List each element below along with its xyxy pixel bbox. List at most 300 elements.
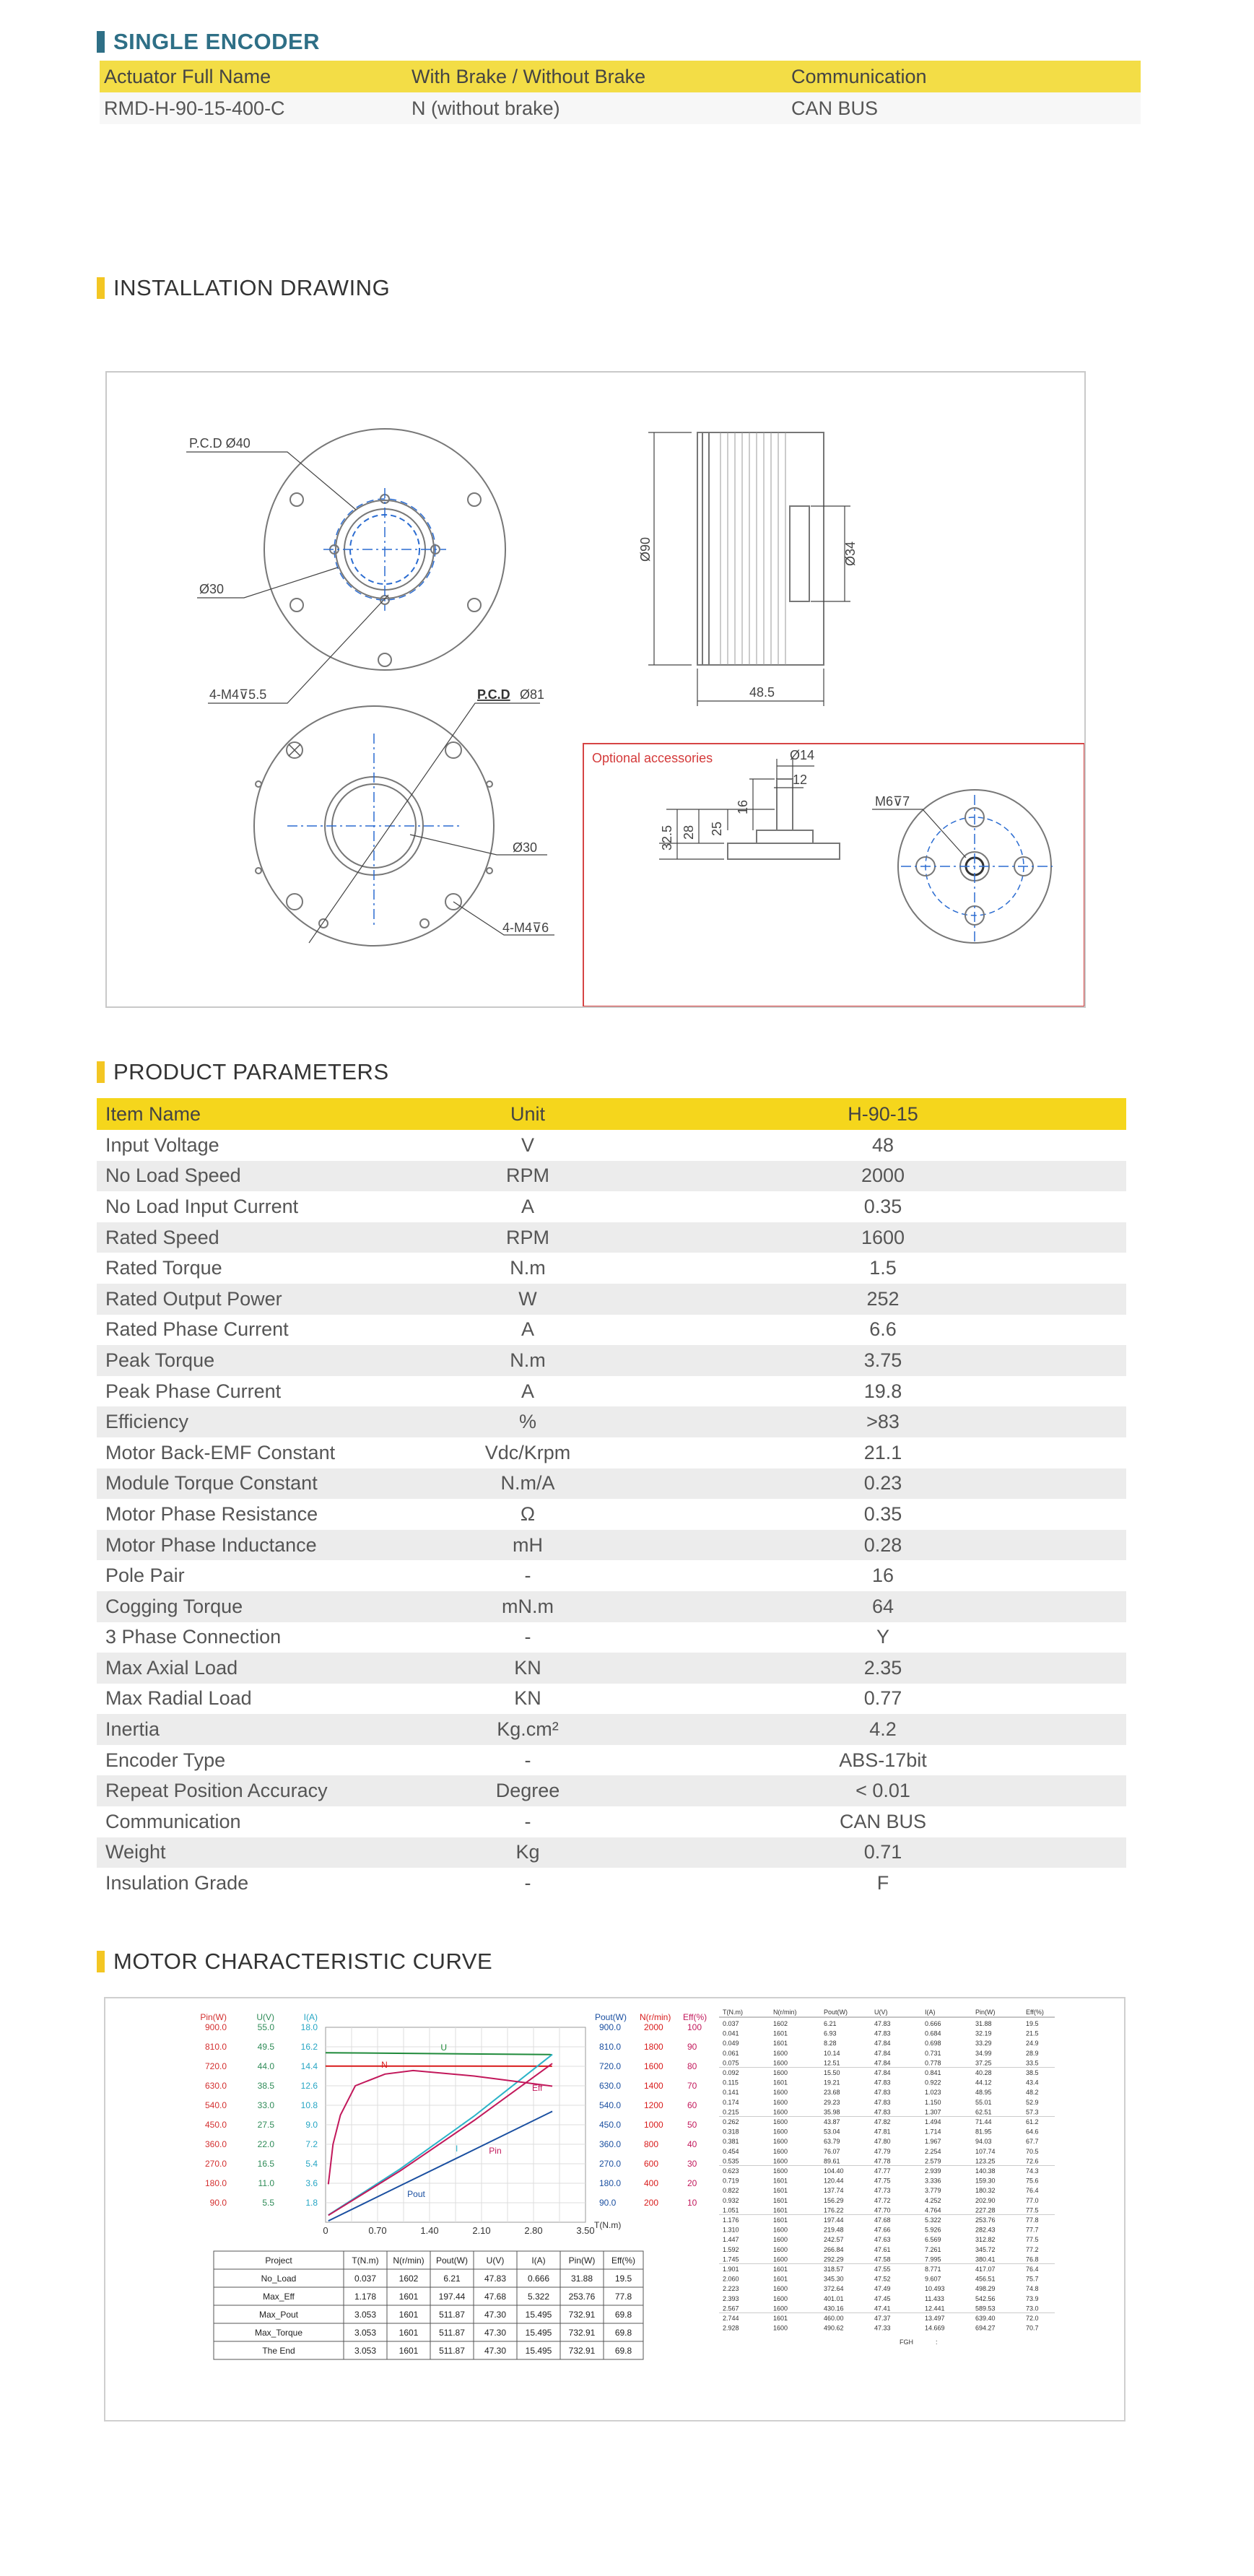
parameter-row: [97, 1714, 1126, 1745]
data-table-cell: 1601: [773, 2029, 788, 2037]
data-table-cell: 72.6: [1026, 2157, 1039, 2165]
parameter-row: [97, 1253, 1126, 1284]
data-table-cell: 0.778: [925, 2059, 941, 2067]
data-table-cell: 73.9: [1026, 2294, 1039, 2302]
data-table-cell: 1601: [773, 2266, 788, 2273]
data-table-cell: 6.569: [925, 2236, 941, 2244]
data-table-cell: 0.381: [723, 2138, 739, 2146]
parameter-name: Module Torque Constant: [105, 1472, 318, 1494]
right-axis-tick: 450.0: [599, 2120, 622, 2130]
parameter-value: 21.1: [863, 1441, 902, 1463]
data-table-cell: 1600: [773, 2255, 788, 2263]
summary-cell: 511.87: [439, 2328, 465, 2338]
parameter-value: >83: [866, 1411, 900, 1433]
parameter-unit: N.m: [510, 1349, 546, 1371]
data-table-cell: 47.78: [874, 2157, 891, 2165]
label-pcd81-a: P.C.D: [477, 687, 510, 702]
summary-cell: 511.87: [439, 2310, 465, 2320]
data-table-cell: 47.41: [874, 2305, 891, 2312]
data-table-cell: 77.7: [1026, 2226, 1039, 2234]
data-table-cell: 1601: [773, 2040, 788, 2048]
left-axis-tick: 810.0: [204, 2042, 227, 2052]
data-table-cell: 282.43: [975, 2226, 996, 2234]
right-axis-tick: 810.0: [599, 2042, 622, 2052]
left-axis-tick: 44.0: [257, 2061, 274, 2071]
data-table-cell: 32.19: [975, 2029, 992, 2037]
accessory-center-lines: [901, 795, 1053, 943]
parameter-unit: KN: [514, 1656, 541, 1679]
encoder-value-brake: N (without brake): [412, 97, 560, 119]
data-table-cell: 35.98: [824, 2108, 840, 2116]
data-table-cell: 1.494: [925, 2118, 941, 2125]
parameter-value: 64: [871, 1595, 894, 1617]
header-item-name: Item Name: [105, 1102, 201, 1125]
right-axis-title: Pout(W): [595, 2012, 627, 2022]
left-axis-tick: 18.0: [300, 2022, 318, 2032]
data-table-cell: 73.0: [1026, 2305, 1039, 2312]
summary-cell: 1601: [399, 2328, 419, 2338]
summary-cell: Max_Eff: [263, 2292, 295, 2302]
parameter-unit: Kg.cm²: [497, 1718, 559, 1741]
data-table-cell: 1600: [773, 2324, 788, 2332]
left-axis-tick: 12.6: [300, 2081, 318, 2091]
data-table-cell: 38.5: [1026, 2069, 1039, 2076]
summary-header: T(N.m): [352, 2255, 379, 2266]
parameter-row: [97, 1130, 1126, 1161]
data-table-cell: 1600: [773, 2089, 788, 2097]
data-table-cell: 77.5: [1026, 2236, 1039, 2244]
data-table-cell: 13.497: [925, 2315, 945, 2322]
left-axis-tick: 49.5: [257, 2042, 274, 2052]
data-table-cell: 1600: [773, 2157, 788, 2165]
data-table-cell: 76.4: [1026, 2266, 1039, 2273]
right-axis-tick: 90.0: [599, 2198, 617, 2208]
parameter-name: Rated Speed: [105, 1226, 219, 1248]
data-table-cell: 47.52: [874, 2275, 891, 2283]
left-axis-tick: 270.0: [204, 2159, 227, 2169]
data-table-cell: 47.73: [874, 2187, 891, 2195]
left-axis-tick: 38.5: [257, 2081, 274, 2091]
left-axis-tick: 360.0: [204, 2139, 227, 2149]
left-axis-tick: 720.0: [204, 2061, 227, 2071]
parameter-unit: A: [521, 1318, 534, 1341]
data-table-cell: 4.764: [925, 2206, 941, 2214]
characteristic-curve-svg: [105, 1998, 1124, 2420]
label-25: 25: [710, 821, 724, 836]
summary-cell: 1601: [399, 2292, 419, 2302]
data-table-header: U(V): [874, 2009, 888, 2016]
data-table-cell: 62.51: [975, 2108, 992, 2116]
data-table-cell: 0.684: [925, 2029, 941, 2037]
parameter-row: [97, 1406, 1126, 1437]
data-table-cell: 0.092: [723, 2069, 739, 2076]
parameter-value: ABS-17bit: [839, 1749, 927, 1771]
data-table-cell: 19.21: [824, 2079, 840, 2087]
parameter-unit: Kg: [515, 1841, 540, 1863]
data-table-cell: 4.252: [925, 2196, 941, 2204]
encoder-value-row: [100, 92, 1141, 124]
parameter-value: 1600: [861, 1226, 905, 1248]
data-table-cell: 48.2: [1026, 2089, 1039, 2097]
data-table-cell: 47.75: [874, 2177, 891, 2185]
installation-drawing: [105, 371, 1086, 1008]
left-axis-tick: 630.0: [204, 2081, 227, 2091]
data-table-cell: 180.32: [975, 2187, 996, 2195]
parameter-name: Rated Phase Current: [105, 1318, 289, 1341]
data-table-cell: 2.939: [925, 2167, 941, 2175]
data-table-cell: 1600: [773, 2285, 788, 2293]
parameter-name: Motor Back-EMF Constant: [105, 1441, 336, 1463]
data-table-cell: 1600: [773, 2245, 788, 2253]
parameter-row: [97, 1191, 1126, 1222]
data-table-cell: 10.493: [925, 2285, 945, 2293]
left-axis-tick: 5.5: [262, 2198, 274, 2208]
parameter-name: Encoder Type: [105, 1749, 226, 1771]
data-table-cell: 1601: [773, 2275, 788, 2283]
data-table-cell: 1.901: [723, 2266, 739, 2273]
data-table-cell: 242.57: [824, 2236, 844, 2244]
x-tick-label: 2.80: [524, 2225, 543, 2236]
encoder-header-communication: Communication: [791, 65, 927, 87]
left-axis-tick: 90.0: [209, 2198, 227, 2208]
data-table-cell: 47.82: [874, 2118, 891, 2125]
right-axis-tick: 20: [687, 2178, 697, 2188]
left-axis-tick: 22.0: [257, 2139, 274, 2149]
encoder-header-row: [100, 61, 1141, 92]
center-lines-bottom: [287, 734, 461, 928]
summary-cell: 0.666: [527, 2273, 550, 2284]
right-axis-tick: 270.0: [599, 2159, 622, 2169]
encoder-header-brake: With Brake / Without Brake: [412, 65, 646, 87]
data-table-cell: 0.075: [723, 2059, 739, 2067]
summary-cell: 77.8: [614, 2292, 632, 2302]
right-axis-tick: 1800: [644, 2042, 663, 2052]
parameter-row: [97, 1806, 1126, 1837]
data-table-cell: 0.666: [925, 2020, 941, 2027]
label-d34: Ø34: [843, 541, 858, 566]
data-table-cell: 71.44: [975, 2118, 992, 2125]
parameter-name: Efficiency: [105, 1411, 189, 1433]
data-table-header: I(A): [925, 2009, 936, 2016]
data-table-cell: 0.141: [723, 2089, 739, 2097]
summary-cell: 15.495: [525, 2346, 552, 2356]
data-table-cell: 456.51: [975, 2275, 996, 2283]
left-axis-tick: 14.4: [300, 2061, 318, 2071]
left-axis-tick: 540.0: [204, 2100, 227, 2110]
parameter-name: Motor Phase Resistance: [105, 1502, 318, 1525]
data-table-cell: 2.223: [723, 2285, 739, 2293]
parameter-name: Input Voltage: [105, 1133, 219, 1156]
parameter-name: No Load Speed: [105, 1165, 241, 1187]
data-table-footer-mark: :: [936, 2338, 938, 2346]
summary-cell: 732.91: [568, 2310, 596, 2320]
data-table-cell: 44.12: [975, 2079, 992, 2087]
data-table-cell: 430.16: [824, 2305, 844, 2312]
series-label-n: N: [381, 2060, 388, 2070]
data-table-cell: 0.731: [925, 2049, 941, 2057]
summary-header: Eff(%): [611, 2255, 636, 2266]
data-table-cell: 23.68: [824, 2089, 840, 2097]
parameter-unit: W: [518, 1287, 537, 1310]
label-12: 12: [793, 773, 808, 787]
left-axis-tick: 16.2: [300, 2042, 318, 2052]
data-table-cell: 417.07: [975, 2266, 996, 2273]
data-table-cell: 43.4: [1026, 2079, 1039, 2087]
right-axis-tick: 1600: [644, 2061, 663, 2071]
parameters-section-title: [97, 1059, 389, 1085]
data-table-cell: 47.84: [874, 2069, 891, 2076]
data-table-cell: 33.29: [975, 2040, 992, 2048]
summary-cell: 15.495: [525, 2310, 552, 2320]
left-axis-tick: 3.6: [305, 2178, 318, 2188]
data-table-cell: 72.0: [1026, 2315, 1039, 2322]
right-axis-tick: 720.0: [599, 2061, 622, 2071]
data-table-cell: 70.7: [1026, 2324, 1039, 2332]
right-axis-tick: 1200: [644, 2100, 663, 2110]
label-d14: Ø14: [790, 748, 815, 762]
data-table-cell: 1.967: [925, 2138, 941, 2146]
data-table-cell: 176.22: [824, 2206, 844, 2214]
data-table-header: N(r/min): [773, 2009, 797, 2016]
data-table-cell: 1600: [773, 2069, 788, 2076]
data-table-cell: 1601: [773, 2079, 788, 2087]
data-table-cell: 137.74: [824, 2187, 844, 2195]
parameter-name: Cogging Torque: [105, 1595, 243, 1617]
data-table-cell: 0.037: [723, 2020, 739, 2027]
summary-cell: 0.037: [354, 2273, 377, 2284]
parameter-name: Peak Torque: [105, 1349, 215, 1371]
right-axis-tick: 360.0: [599, 2139, 622, 2149]
right-axis-title: Eff(%): [683, 2012, 707, 2022]
data-table-cell: 140.38: [975, 2167, 996, 2175]
summary-cell: 69.8: [614, 2328, 632, 2338]
parameter-unit: A: [521, 1380, 534, 1402]
data-table-cell: 76.8: [1026, 2255, 1039, 2263]
data-table-cell: 1.310: [723, 2226, 739, 2234]
data-table-cell: 57.3: [1026, 2108, 1039, 2116]
summary-cell: 1601: [399, 2310, 419, 2320]
right-axis-tick: 1000: [644, 2120, 663, 2130]
data-table-cell: 61.2: [1026, 2118, 1039, 2125]
encoder-title: SINGLE ENCODER: [113, 29, 321, 54]
series-label-i: I: [456, 2144, 458, 2154]
data-table-cell: 1600: [773, 2118, 788, 2125]
parameter-value: 0.71: [863, 1841, 902, 1863]
data-table-cell: 47.83: [874, 2108, 891, 2116]
data-table-cell: 694.27: [975, 2324, 996, 2332]
parameter-unit: -: [524, 1749, 531, 1771]
parameter-row: [97, 1560, 1126, 1591]
summary-cell: 1602: [399, 2273, 419, 2284]
summary-header: Pout(W): [435, 2255, 469, 2266]
data-table-cell: 0.115: [723, 2079, 739, 2087]
optional-accessories-box: [583, 744, 1084, 1006]
data-table-cell: 120.44: [824, 2177, 844, 2185]
side-view: [697, 432, 824, 665]
data-table-cell: 47.84: [874, 2040, 891, 2048]
parameter-unit: %: [518, 1411, 536, 1433]
data-table-cell: 460.00: [824, 2315, 844, 2322]
data-table-cell: 47.83: [874, 2079, 891, 2087]
data-table-cell: 1601: [773, 2187, 788, 2195]
parameter-name: Peak Phase Current: [105, 1380, 282, 1402]
summary-cell: The End: [262, 2346, 295, 2356]
parameter-unit: A: [521, 1195, 534, 1217]
data-table-cell: 1601: [773, 2206, 788, 2214]
parameter-row: [97, 1622, 1126, 1653]
data-table-cell: 21.5: [1026, 2029, 1039, 2037]
parameter-row: [97, 1345, 1126, 1376]
data-table-cell: 14.669: [925, 2324, 945, 2332]
parameter-unit: mH: [513, 1533, 543, 1556]
data-table-cell: 6.21: [824, 2020, 837, 2027]
data-table-cell: 47.70: [874, 2206, 891, 2214]
parameter-unit: N.m/A: [500, 1472, 555, 1494]
data-table-cell: 63.79: [824, 2138, 840, 2146]
data-table-cell: 28.9: [1026, 2049, 1039, 2057]
x-tick-label: 0.70: [368, 2225, 387, 2236]
data-table-cell: 12.441: [925, 2305, 945, 2312]
parameter-name: 3 Phase Connection: [105, 1626, 282, 1648]
data-table-cell: 53.04: [824, 2128, 840, 2136]
data-table-cell: 2.060: [723, 2275, 739, 2283]
data-table-cell: 75.7: [1026, 2275, 1039, 2283]
parameter-value: 252: [866, 1287, 900, 1310]
parameter-name: Insulation Grade: [105, 1872, 249, 1894]
right-axis-tick: 180.0: [599, 2178, 622, 2188]
right-axis-title: N(r/min): [640, 2012, 671, 2022]
data-table-cell: 76.07: [824, 2147, 840, 2155]
leaders-bottom: [309, 703, 554, 943]
summary-cell: 732.91: [568, 2328, 596, 2338]
right-axis-tick: 900.0: [599, 2022, 622, 2032]
data-table-cell: 77.5: [1026, 2206, 1039, 2214]
parameter-value: 16: [871, 1565, 894, 1587]
parameter-name: Inertia: [105, 1718, 160, 1741]
data-table-cell: 156.29: [824, 2196, 844, 2204]
x-axis-label: T(N.m): [594, 2220, 622, 2230]
curve-title: MOTOR CHARACTERISTIC CURVE: [113, 1949, 493, 1974]
series-label-pout: Pout: [407, 2189, 425, 2199]
summary-header: Project: [265, 2255, 292, 2266]
left-axis-tick: 16.5: [257, 2159, 274, 2169]
data-table-header: T(N.m): [723, 2009, 743, 2016]
right-axis-tick: 200: [644, 2198, 659, 2208]
parameter-row: [97, 1591, 1126, 1622]
parameter-value: 4.2: [869, 1718, 897, 1741]
parameter-value: Y: [876, 1626, 889, 1648]
data-table-cell: 47.83: [874, 2020, 891, 2027]
parameter-unit: V: [521, 1133, 534, 1156]
data-table-cell: 318.57: [824, 2266, 844, 2273]
summary-cell: 19.5: [614, 2273, 632, 2284]
label-d30-bottom: Ø30: [513, 840, 538, 855]
data-table-cell: 47.55: [874, 2266, 891, 2273]
data-table-cell: 2.928: [723, 2324, 739, 2332]
right-axis-tick: 80: [687, 2061, 697, 2071]
data-table-cell: 29.23: [824, 2098, 840, 2106]
data-table-cell: 202.90: [975, 2196, 996, 2204]
parameter-value: 6.6: [869, 1318, 897, 1341]
data-table-cell: 0.049: [723, 2040, 739, 2048]
summary-cell: 3.053: [354, 2310, 377, 2320]
title-accent-bar: [97, 1061, 105, 1083]
data-table-cell: 1.150: [925, 2098, 941, 2106]
data-table-cell: 31.88: [975, 2020, 992, 2027]
data-table-cell: 74.3: [1026, 2167, 1039, 2175]
data-table-cell: 76.4: [1026, 2187, 1039, 2195]
parameter-value: 3.75: [863, 1349, 902, 1371]
data-table-cell: 47.61: [874, 2245, 891, 2253]
data-table-cell: 6.93: [824, 2029, 837, 2037]
label-m4-6: 4-M4⊽6: [502, 921, 549, 935]
title-accent-bar: [97, 277, 105, 299]
label-485: 48.5: [749, 685, 775, 700]
parameter-name: Motor Phase Inductance: [105, 1533, 317, 1556]
parameter-value: F: [876, 1872, 889, 1894]
parameters-header-row: [97, 1098, 1126, 1130]
header-unit: Unit: [510, 1102, 545, 1125]
left-axis-tick: 450.0: [204, 2120, 227, 2130]
parameter-row: [97, 1437, 1126, 1468]
parameter-name: No Load Input Current: [105, 1195, 299, 1217]
parameter-unit: -: [524, 1872, 531, 1894]
data-table-cell: 81.95: [975, 2128, 992, 2136]
right-axis-tick: 2000: [644, 2022, 663, 2032]
data-table-cell: 401.01: [824, 2294, 844, 2302]
data-table-header: Pout(W): [824, 2009, 848, 2016]
data-table-cell: 0.535: [723, 2157, 739, 2165]
summary-cell: 69.8: [614, 2310, 632, 2320]
data-table-cell: 1.307: [925, 2108, 941, 2116]
summary-cell: 1.178: [354, 2292, 377, 2302]
data-table-cell: 2.567: [723, 2305, 739, 2312]
data-table-cell: 47.33: [874, 2324, 891, 2332]
summary-header: I(A): [531, 2255, 546, 2266]
parameter-row: [97, 1653, 1126, 1684]
parameter-row: [97, 1315, 1126, 1346]
data-table-cell: 3.336: [925, 2177, 941, 2185]
summary-cell: 69.8: [614, 2346, 632, 2356]
data-table-cell: 34.99: [975, 2049, 992, 2057]
data-table-cell: 345.30: [824, 2275, 844, 2283]
center-lines-top: [323, 488, 446, 611]
data-table-cell: 1600: [773, 2059, 788, 2067]
data-table-cell: 15.50: [824, 2069, 840, 2076]
characteristic-curve-panel: [104, 1997, 1125, 2421]
data-table-cell: 47.79: [874, 2147, 891, 2155]
data-table-cell: 2.579: [925, 2157, 941, 2165]
summary-cell: 3.053: [354, 2328, 377, 2338]
data-table-cell: 1.592: [723, 2245, 739, 2253]
left-axis-tick: 10.8: [300, 2100, 318, 2110]
data-table-cell: 55.01: [975, 2098, 992, 2106]
data-table-cell: 70.5: [1026, 2147, 1039, 2155]
parameter-row: [97, 1222, 1126, 1253]
data-table-cell: 8.28: [824, 2040, 837, 2048]
summary-header: Pin(W): [568, 2255, 596, 2266]
summary-cell: 47.30: [484, 2328, 507, 2338]
parameter-unit: -: [524, 1565, 531, 1587]
x-tick-label: 3.50: [576, 2225, 595, 2236]
parameter-value: 2.35: [863, 1656, 902, 1679]
data-table-cell: 1600: [773, 2167, 788, 2175]
header-model: H-90-15: [848, 1102, 918, 1125]
data-table-cell: 47.77: [874, 2167, 891, 2175]
parameter-row: [97, 1530, 1126, 1561]
parameter-unit: RPM: [506, 1226, 549, 1248]
data-table-cell: 47.84: [874, 2059, 891, 2067]
